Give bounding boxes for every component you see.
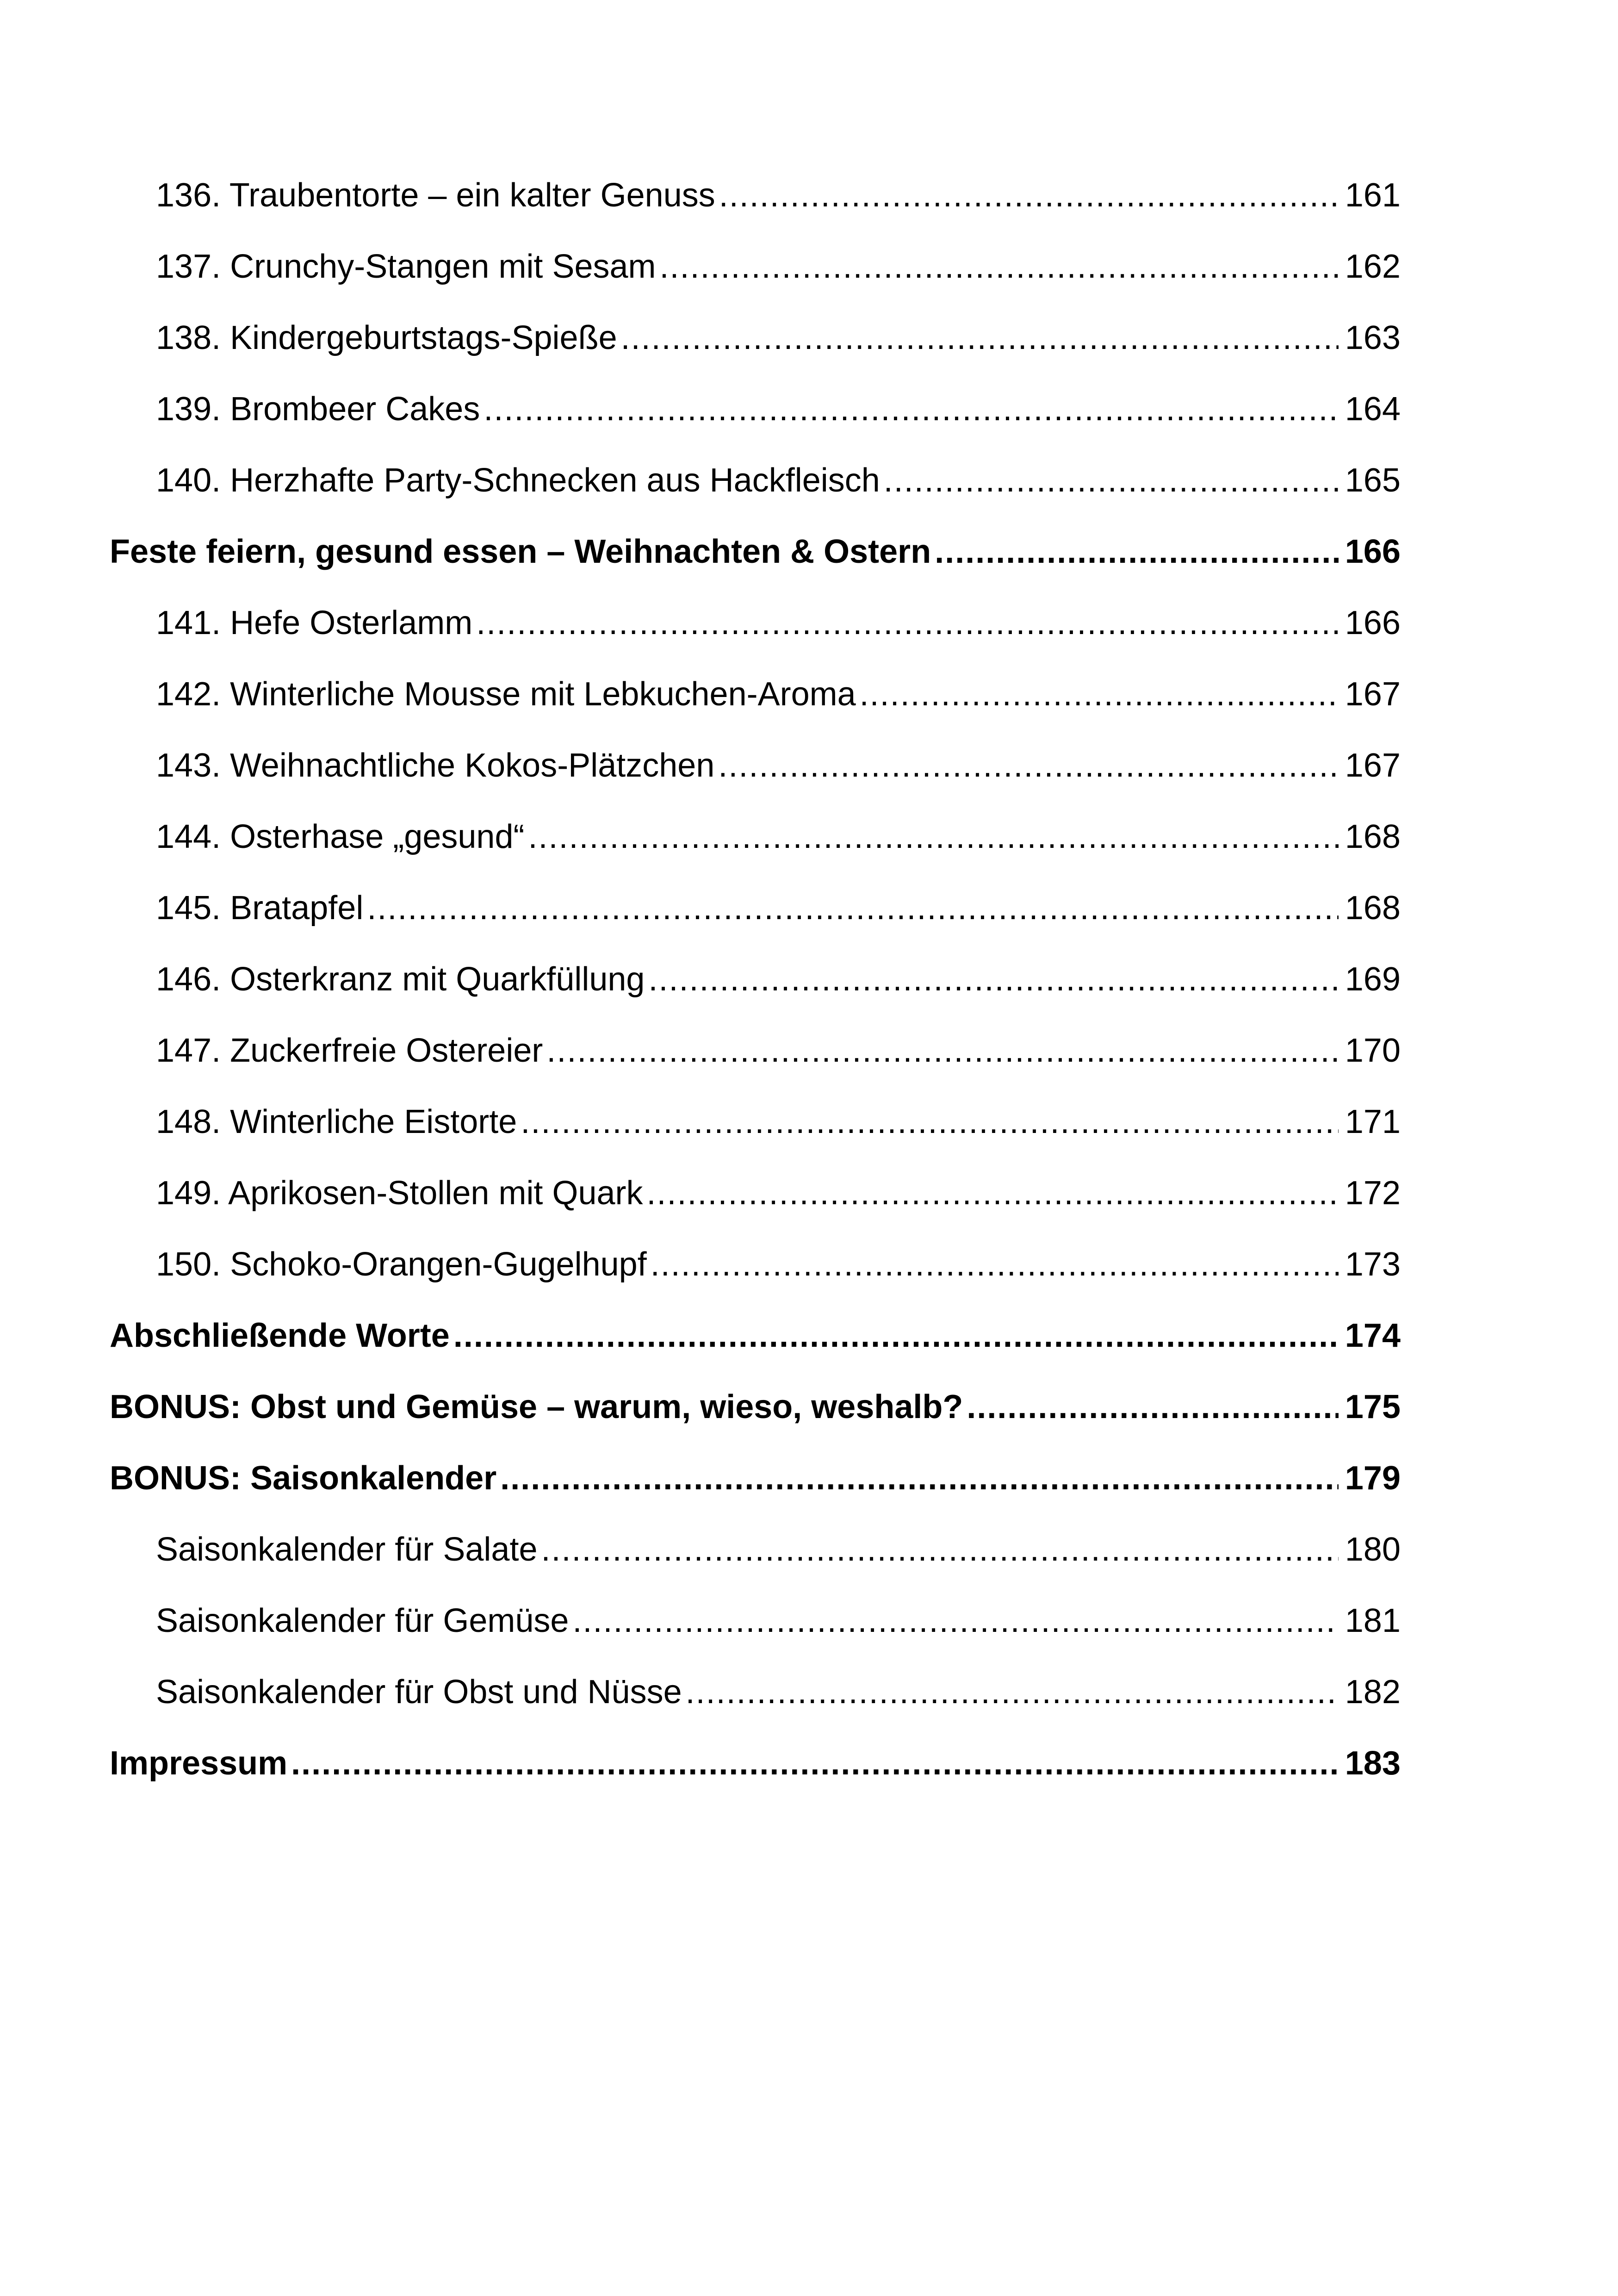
toc-dot-leader — [453, 1300, 1339, 1371]
toc-dot-leader — [546, 1015, 1339, 1086]
toc-dot-leader — [521, 1086, 1339, 1157]
toc-entry[interactable] — [110, 944, 1401, 1015]
toc-entry-title: 138. Kindergeburtstags-Spieße — [156, 319, 617, 356]
toc-entry[interactable] — [110, 1585, 1401, 1656]
toc-dot-leader — [621, 302, 1339, 373]
toc-chapter-page: 166 — [1345, 533, 1401, 570]
toc-chapter[interactable] — [110, 1728, 1401, 1799]
toc-chapter[interactable] — [110, 1443, 1401, 1514]
toc-entry[interactable] — [110, 302, 1401, 373]
toc-entry-page: 168 — [1345, 818, 1401, 855]
toc-entry[interactable] — [110, 1514, 1401, 1585]
toc-entry-title: 150. Schoko-Orangen-Gugelhupf — [156, 1246, 647, 1283]
toc-entry-title: 146. Osterkranz mit Quarkfüllung — [156, 961, 645, 998]
toc-entry-title: 143. Weihnachtliche Kokos-Plätzchen — [156, 747, 715, 784]
toc-entry[interactable] — [110, 659, 1401, 730]
toc-chapter-page: 179 — [1345, 1460, 1401, 1497]
toc-entry-title: 142. Winterliche Mousse mit Lebkuchen-Aroma — [156, 676, 856, 713]
toc-dot-leader — [484, 373, 1339, 445]
toc-entry[interactable] — [110, 801, 1401, 872]
toc-dot-leader — [500, 1443, 1339, 1514]
toc-entry-page: 180 — [1345, 1531, 1401, 1568]
toc-entry[interactable] — [110, 1157, 1401, 1229]
toc-entry-title: 144. Osterhase „gesund“ — [156, 818, 525, 855]
toc-chapter-page: 183 — [1345, 1745, 1401, 1782]
toc-chapter-title: Impressum — [110, 1745, 288, 1782]
toc-entry-page: 173 — [1345, 1246, 1401, 1283]
toc-entry[interactable] — [110, 730, 1401, 801]
toc-entry-title: 137. Crunchy-Stangen mit Sesam — [156, 248, 656, 285]
toc-entry-title: Saisonkalender für Obst und Nüsse — [156, 1674, 682, 1711]
toc-entry-page: 170 — [1345, 1032, 1401, 1069]
toc-entry-page: 171 — [1345, 1103, 1401, 1140]
toc-chapter[interactable] — [110, 516, 1401, 587]
toc-chapter-title: BONUS: Obst und Gemüse – warum, wieso, weshalb? — [110, 1388, 963, 1425]
toc-chapter-title: Abschließende Worte — [110, 1317, 450, 1354]
toc-dot-leader — [476, 587, 1339, 659]
toc-dot-leader — [860, 659, 1339, 730]
toc-chapter[interactable] — [110, 1300, 1401, 1371]
toc-dot-leader — [884, 445, 1339, 516]
toc-chapter-page: 174 — [1345, 1317, 1401, 1354]
toc-entry[interactable] — [110, 872, 1401, 944]
toc-entry[interactable] — [110, 1015, 1401, 1086]
toc-entry-page: 162 — [1345, 248, 1401, 285]
toc-entry-page: 161 — [1345, 177, 1401, 214]
toc-entry[interactable] — [110, 1229, 1401, 1300]
toc-entry-title: 149. Aprikosen-Stollen mit Quark — [156, 1175, 643, 1212]
toc-dot-leader — [291, 1728, 1339, 1799]
toc-entry-page: 167 — [1345, 676, 1401, 713]
toc-entry-page: 163 — [1345, 319, 1401, 356]
toc-entry[interactable] — [110, 231, 1401, 302]
toc-entry[interactable] — [110, 373, 1401, 445]
toc-entry-title: Saisonkalender für Gemüse — [156, 1602, 569, 1639]
toc-entry[interactable] — [110, 160, 1401, 231]
toc-dot-leader — [572, 1585, 1338, 1656]
toc-chapter-title: Feste feiern, gesund essen – Weihnachten & Ostern — [110, 533, 931, 570]
toc-dot-leader — [541, 1514, 1339, 1585]
toc-entry-title: 145. Bratapfel — [156, 890, 364, 927]
toc-dot-leader — [651, 1229, 1339, 1300]
toc-dot-leader — [528, 801, 1338, 872]
toc-entry-page: 172 — [1345, 1175, 1401, 1212]
toc-entry[interactable] — [110, 587, 1401, 659]
toc-entry-title: Saisonkalender für Salate — [156, 1531, 538, 1568]
toc-entry[interactable] — [110, 445, 1401, 516]
toc-entry-page: 164 — [1345, 391, 1401, 428]
toc-dot-leader — [367, 872, 1339, 944]
table-of-contents — [110, 160, 1401, 1799]
toc-entry-title: 139. Brombeer Cakes — [156, 391, 480, 428]
toc-entry-page: 181 — [1345, 1602, 1401, 1639]
toc-dot-leader — [719, 160, 1339, 231]
toc-entry-title: 140. Herzhafte Party-Schnecken aus Hackfleisch — [156, 462, 880, 499]
toc-entry-title: 141. Hefe Osterlamm — [156, 604, 473, 641]
toc-chapter-page: 175 — [1345, 1388, 1401, 1425]
toc-dot-leader — [648, 944, 1338, 1015]
toc-entry-page: 182 — [1345, 1674, 1401, 1711]
toc-entry[interactable] — [110, 1656, 1401, 1728]
toc-entry-page: 167 — [1345, 747, 1401, 784]
toc-entry-title: 148. Winterliche Eistorte — [156, 1103, 517, 1140]
toc-entry[interactable] — [110, 1086, 1401, 1157]
toc-chapter[interactable] — [110, 1371, 1401, 1443]
toc-dot-leader — [660, 231, 1339, 302]
toc-entry-page: 165 — [1345, 462, 1401, 499]
toc-entry-page: 169 — [1345, 961, 1401, 998]
toc-dot-leader — [967, 1371, 1338, 1443]
toc-dot-leader — [686, 1656, 1339, 1728]
toc-dot-leader — [935, 516, 1339, 587]
toc-entry-page: 168 — [1345, 890, 1401, 927]
toc-entry-title: 136. Traubentorte – ein kalter Genuss — [156, 177, 715, 214]
toc-entry-page: 166 — [1345, 604, 1401, 641]
toc-dot-leader — [718, 730, 1338, 801]
toc-entry-title: 147. Zuckerfreie Ostereier — [156, 1032, 543, 1069]
toc-dot-leader — [647, 1157, 1339, 1229]
toc-chapter-title: BONUS: Saisonkalender — [110, 1460, 497, 1497]
